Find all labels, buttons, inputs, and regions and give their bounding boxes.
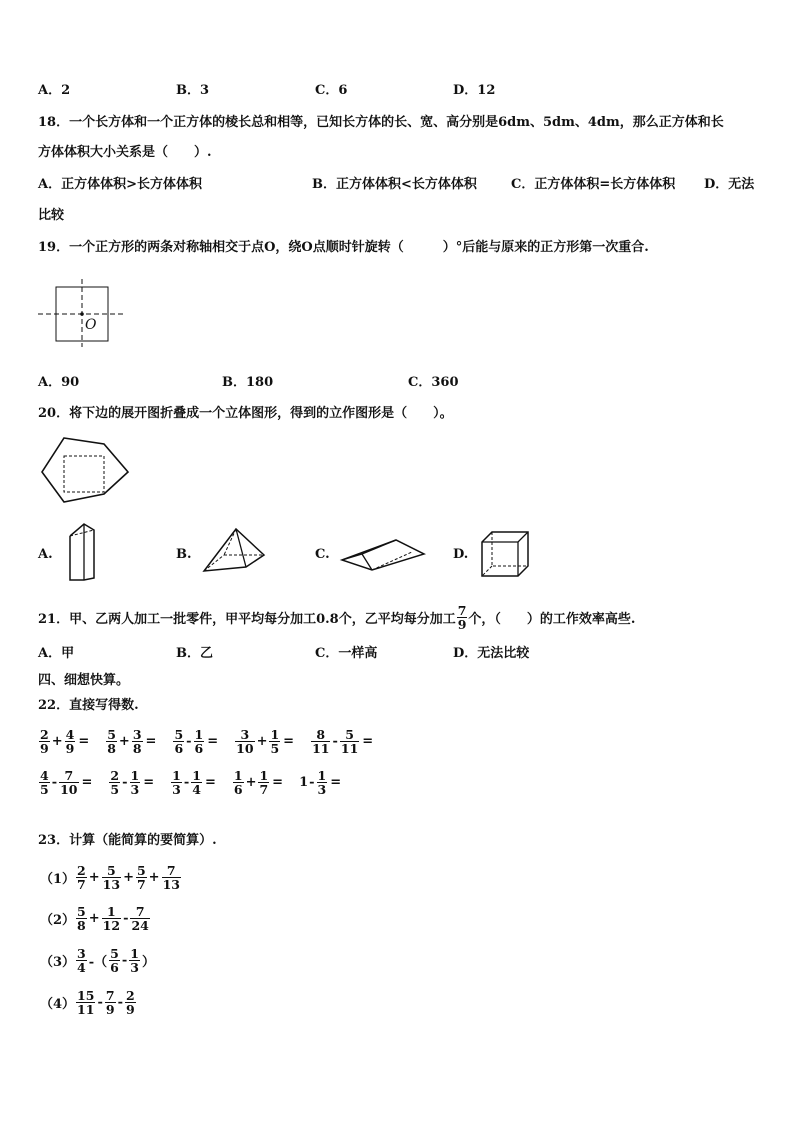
fraction-numerator: 4 [40, 767, 49, 783]
q17-option-c: C．6 [315, 83, 348, 98]
fraction-denominator: 3 [172, 781, 181, 797]
q22-expression [170, 769, 216, 796]
fraction: 1 3 [130, 945, 139, 975]
q22-row-2 [38, 765, 357, 799]
fraction [106, 728, 117, 755]
fraction [235, 728, 254, 755]
q17-option-b: B．3 [176, 83, 210, 98]
fraction: 15 11 [77, 987, 95, 1017]
fraction-numerator: 5 [107, 726, 116, 742]
fraction-denominator: 6 [174, 740, 184, 756]
operator: - [332, 733, 338, 749]
fraction: 5 8 [77, 903, 86, 933]
fraction [194, 728, 205, 755]
equals-sign: = [207, 733, 219, 749]
fraction-numerator: 5 [345, 726, 354, 742]
fraction-numerator: 1 [233, 767, 243, 783]
fraction-numerator: 8 [316, 726, 326, 742]
fraction: 5 6 [110, 945, 119, 975]
cube-figure [478, 530, 532, 578]
q22-expression [38, 728, 89, 755]
lying-prism-figure [338, 532, 430, 574]
operator: - [309, 774, 315, 790]
fraction-denominator: 8 [132, 740, 142, 756]
q21-text-before: 21．甲、乙两人加工一批零件，甲平均每分加工0.8个，乙平均每分加工 [38, 611, 456, 627]
fraction [109, 769, 120, 796]
fraction [65, 728, 76, 755]
q19-text: 19．一个正方形的两条对称轴相交于点O，绕O点顺时针旋转（ ）°后能与原来的正方形第一次重合. [38, 240, 649, 255]
q20-text: 20．将下边的展开图折叠成一个立体图形，得到的立作图形是（ ）。 [38, 406, 453, 421]
q19-option-b: B．180 [222, 375, 274, 390]
fraction: 7 9 [105, 987, 115, 1017]
q23-item-2-label: （2） [40, 912, 76, 928]
q21-option-a: A．甲 [38, 646, 75, 661]
fraction: $\frac{5}{13}$ [102, 862, 121, 892]
fraction-denominator: 7 [259, 781, 269, 797]
q21-question [38, 600, 635, 634]
triangular-prism-upright-figure [66, 522, 100, 584]
q21-option-c: C．一样高 [315, 646, 378, 661]
q21-text-after: 个，（ ）的工作效率高些. [468, 611, 636, 627]
fraction-denominator: 9 [40, 740, 49, 756]
operator: - [122, 774, 128, 790]
q22-row-1 [38, 724, 389, 758]
equals-sign: = [330, 774, 342, 790]
fraction-denominator: 8 [107, 740, 116, 756]
fraction-numerator: 1 [270, 726, 280, 742]
fraction: $\frac{7}{13}$ [162, 862, 180, 892]
q22-title: 22．直接写得数. [38, 698, 139, 713]
fraction-numerator: 1 [194, 726, 204, 742]
q22-expression [108, 769, 154, 796]
fraction-denominator: 10 [236, 740, 254, 756]
fraction [233, 769, 244, 796]
q21-option-d: D．无法比较 [453, 646, 530, 661]
q23-item-3: （3） 3 4 -（ 5 6 - 1 3 ） [40, 945, 155, 975]
fraction [173, 728, 184, 755]
q17-option-a: A．2 [38, 83, 71, 98]
fraction-denominator: 3 [317, 781, 327, 797]
q19-option-c: C．360 [408, 375, 459, 390]
fraction: 7 24 [131, 903, 149, 933]
q18-text-line2: 方体体积大小关系是（ ）. [38, 145, 212, 160]
q23-item-1-label: （1） [40, 871, 76, 887]
fraction: 3 4 [77, 945, 86, 975]
fraction [59, 769, 78, 796]
equals-sign: = [283, 733, 295, 749]
fraction [269, 728, 280, 755]
q18-option-d-wrap: 比较 [38, 208, 65, 223]
q22-expression [232, 769, 283, 796]
q21-fraction [457, 604, 468, 631]
fraction-numerator: 1 [130, 767, 140, 783]
fraction-numerator: 4 [65, 726, 75, 742]
q22-expression [105, 728, 156, 755]
q20-option-d-label: D. [453, 547, 469, 562]
fraction-numerator: 1 [259, 767, 269, 783]
point-o-label: O [85, 317, 97, 333]
q20-option-a-label: A. [38, 547, 53, 562]
q22-expression [234, 728, 294, 755]
equals-sign: = [204, 774, 216, 790]
square-rotation-figure [38, 285, 128, 345]
q22-expression [172, 728, 218, 755]
operator: - [183, 774, 190, 790]
q18-option-d: D．无法 [704, 177, 755, 192]
fraction-numerator: 3 [240, 726, 250, 742]
fraction [317, 769, 328, 796]
fraction-denominator: 6 [233, 781, 243, 797]
q20-option-b-label: B. [176, 547, 192, 562]
q23-item-4-label: （4） [40, 996, 76, 1012]
fraction-denominator: 10 [60, 781, 78, 797]
fraction [311, 728, 330, 755]
fraction: $\frac{1}{12}$ [102, 903, 121, 933]
equals-sign: = [81, 774, 93, 790]
operator: - [51, 774, 58, 790]
q23-item-1: （1） 2 7 + $\frac{5}{13}$ + $\frac{5}{7}$ + $\frac{7}{13}$ [40, 862, 180, 892]
fraction [132, 728, 143, 755]
q19-option-a: A．90 [38, 375, 80, 390]
q18-option-a: A．正方体体积>长方体体积 [38, 177, 202, 192]
q18-text-line1: 18．一个长方体和一个正方体的棱长总和相等，已知长方体的长、宽、高分别是6dm、5dm、4dm，那么正方体和长 [38, 115, 724, 130]
equals-sign: = [362, 733, 374, 749]
pyramid-net-figure [40, 434, 130, 510]
equals-sign: = [78, 733, 90, 749]
square-pyramid-figure [200, 527, 268, 577]
equals-sign: = [145, 733, 157, 749]
operator: + [118, 733, 130, 749]
fraction-denominator: 5 [110, 781, 120, 797]
fraction-denominator: 5 [270, 740, 280, 756]
fraction-numerator: 1 [317, 767, 327, 783]
fraction [191, 769, 202, 796]
operator: + [256, 733, 268, 749]
q22-expression [310, 728, 373, 755]
fraction [39, 769, 50, 796]
q21-fraction-numerator: 7 [457, 602, 467, 618]
fraction-denominator: 9 [65, 740, 75, 756]
fraction-numerator: 2 [110, 767, 120, 783]
section-4-heading: 四、细想快算。 [38, 673, 130, 688]
q18-option-c: C．正方体体积=长方体体积 [511, 177, 676, 192]
q23-item-4: （4） 15 11 - 7 9 - 2 9 [40, 987, 135, 1017]
fraction: 2 7 [77, 862, 86, 892]
integer: 1 [299, 774, 309, 790]
fraction: $\frac{5}{7}$ [136, 862, 146, 892]
q22-expression [38, 769, 92, 796]
q21-option-b: B．乙 [176, 646, 213, 661]
fraction-numerator: 2 [40, 726, 49, 742]
fraction [39, 728, 50, 755]
fraction-numerator: 1 [172, 767, 181, 783]
equals-sign: = [143, 774, 155, 790]
operator: + [245, 774, 257, 790]
fraction-numerator: 1 [192, 767, 201, 783]
q17-option-d: D．12 [453, 83, 496, 98]
fraction-denominator: 4 [192, 781, 201, 797]
fraction-denominator: 11 [312, 740, 330, 756]
q23-item-3-label: （3） [40, 954, 76, 970]
fraction-denominator: 11 [340, 740, 359, 756]
operator: + [51, 733, 63, 749]
q18-option-b: B．正方体体积<长方体体积 [312, 177, 477, 192]
fraction-numerator: 7 [64, 767, 74, 783]
fraction: 2 9 [125, 987, 135, 1017]
q23-item-2: （2） 5 8 + $\frac{1}{12}$ - 7 24 [40, 903, 149, 933]
fraction [258, 769, 269, 796]
q23-title: 23．计算（能简算的要简算）. [38, 833, 217, 848]
fraction-denominator: 5 [40, 781, 49, 797]
fraction [130, 769, 141, 796]
q20-option-c-label: C. [315, 547, 330, 562]
fraction [171, 769, 182, 796]
fraction-denominator: 3 [130, 781, 140, 797]
q21-fraction-denominator: 9 [457, 616, 467, 632]
equals-sign: = [272, 774, 284, 790]
fraction-numerator: 5 [174, 726, 184, 742]
fraction [340, 728, 359, 755]
fraction-denominator: 6 [194, 740, 204, 756]
q22-expression [299, 769, 341, 796]
fraction-numerator: 3 [132, 726, 142, 742]
operator: - [186, 733, 192, 749]
